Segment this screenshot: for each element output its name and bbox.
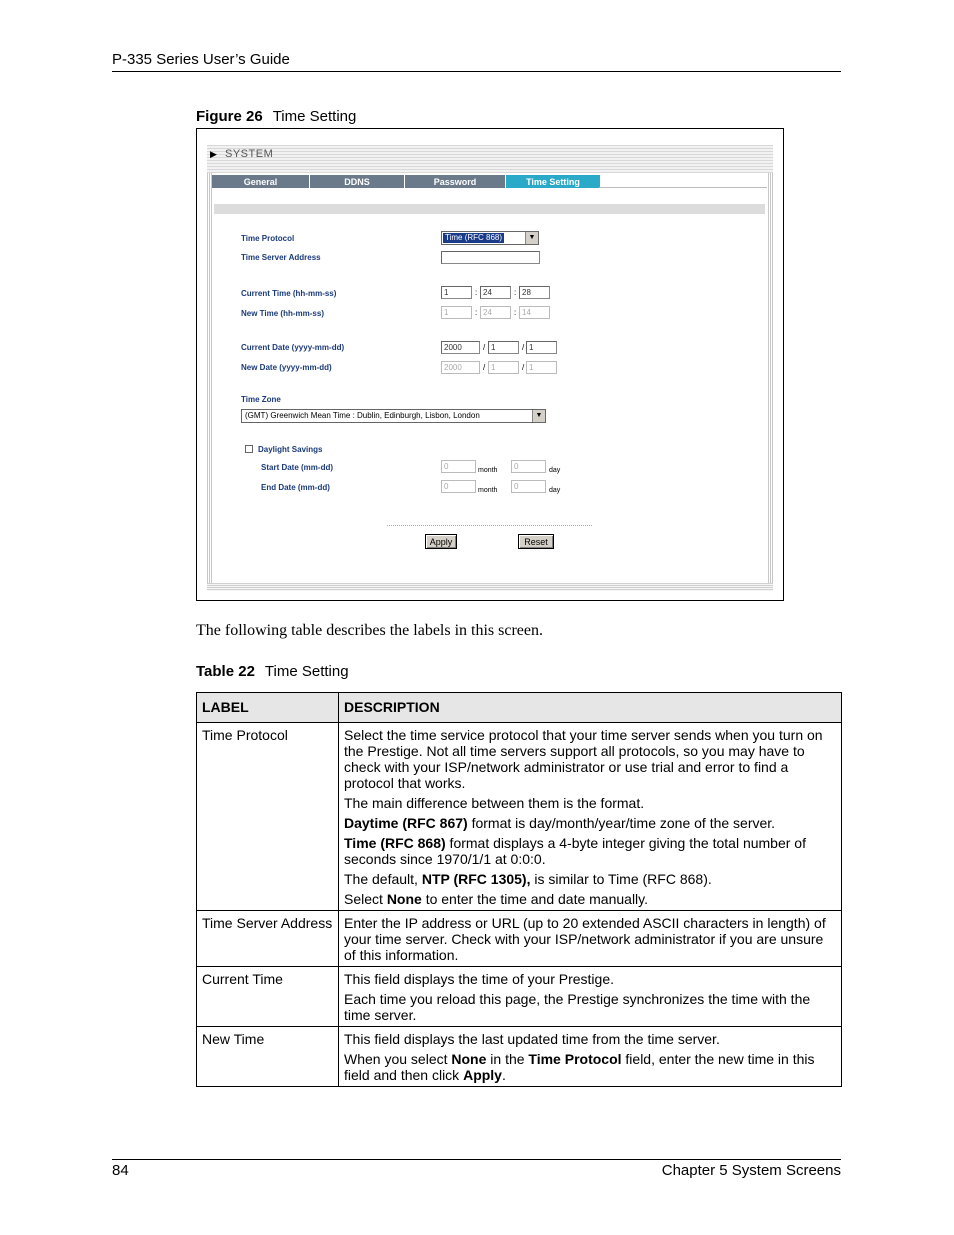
description-paragraph: The main difference between them is the format. <box>344 795 645 811</box>
time-zone-label: Time Zone <box>241 395 281 404</box>
description-paragraph: Daytime (RFC 867) format is day/month/year/time zone of the server. <box>344 815 776 831</box>
description-paragraph: Enter the IP address or URL (up to 20 extended ASCII characters in length) of your time server. Check with your ISP/network administrator if you are unsure of this information. <box>344 915 826 963</box>
row-label: New Time <box>197 1027 339 1087</box>
current-minute-field[interactable]: 24 <box>480 286 511 299</box>
day-unit: day <box>549 467 561 474</box>
date-separator: / <box>483 363 486 372</box>
table-header-row <box>197 693 842 723</box>
row-description <box>339 967 842 1027</box>
time-separator: : <box>514 308 517 317</box>
tab-general[interactable]: General <box>212 175 310 188</box>
reset-button[interactable]: Reset <box>518 534 554 549</box>
month-unit: month <box>478 487 498 494</box>
time-zone-select[interactable] <box>241 409 546 423</box>
table-row <box>197 911 842 967</box>
figure-title: Time Setting <box>272 108 357 125</box>
current-hour-field[interactable]: 1 <box>441 286 472 299</box>
time-protocol-label: Time Protocol <box>241 234 295 243</box>
current-month-field[interactable]: 1 <box>488 341 519 354</box>
date-separator: / <box>522 363 525 372</box>
arrow-right-icon: ▶ <box>210 149 217 159</box>
start-date-label: Start Date (mm-dd) <box>261 463 334 472</box>
system-title-bar <box>207 145 773 173</box>
time-server-label: Time Server Address <box>241 253 321 262</box>
new-date-label: New Date (yyyy-mm-dd) <box>241 363 332 372</box>
chapter-title: Chapter 5 System Screens <box>661 1162 841 1179</box>
description-paragraph: The default, NTP (RFC 1305), is similar to Time (RFC 868). <box>344 871 712 887</box>
tab-underline <box>599 187 767 188</box>
figure-number: Figure 26 <box>196 108 263 125</box>
description-paragraph: Select the time service protocol that your time server sends when you turn on the Prestige. Not all time servers support all protocols, so you may have to check with your ISP/network administrator or use trial and error to find a protocol that works. <box>344 727 823 791</box>
table-title: Time Setting <box>264 663 349 680</box>
new-year-field[interactable]: 2000 <box>441 361 480 374</box>
new-time-label: New Time (hh-mm-ss) <box>241 309 324 318</box>
new-second-field[interactable]: 14 <box>519 306 550 319</box>
tab-time-setting[interactable]: Time Setting <box>506 175 601 188</box>
left-border <box>207 173 212 591</box>
time-separator: : <box>475 288 478 297</box>
apply-button[interactable]: Apply <box>425 534 457 549</box>
tab-bar <box>212 175 601 188</box>
figure-frame <box>196 128 784 601</box>
description-paragraph: Select None to enter the time and date manually. <box>344 891 649 907</box>
dotted-divider <box>387 525 592 526</box>
description-paragraph: When you select None in the Time Protocol field, enter the new time in this field and then click Apply. <box>344 1051 815 1083</box>
table-number: Table 22 <box>196 663 255 680</box>
time-protocol-value: Time (RFC 868) <box>445 233 503 242</box>
section-title: SYSTEM <box>225 148 274 160</box>
start-month-field[interactable]: 0 <box>441 460 476 473</box>
time-separator: : <box>514 288 517 297</box>
day-unit: day <box>549 487 561 494</box>
daylight-savings-checkbox[interactable] <box>245 445 253 453</box>
table-row <box>197 967 842 1027</box>
end-month-field[interactable]: 0 <box>441 480 476 493</box>
figure-caption <box>196 108 356 125</box>
intro-paragraph: The following table describes the labels in this screen. <box>196 622 544 639</box>
current-date-label: Current Date (yyyy-mm-dd) <box>241 343 345 352</box>
row-description <box>339 1027 842 1087</box>
footer-rule <box>112 1159 841 1160</box>
date-separator: / <box>483 343 486 352</box>
bottom-border <box>207 583 773 591</box>
current-day-field[interactable]: 1 <box>526 341 557 354</box>
start-day-field[interactable]: 0 <box>511 460 546 473</box>
chevron-down-icon[interactable]: ▼ <box>525 232 538 244</box>
column-header-description: DESCRIPTION <box>339 693 842 723</box>
table-row <box>197 723 842 911</box>
current-year-field[interactable]: 2000 <box>441 341 480 354</box>
table-caption <box>196 663 349 680</box>
row-description <box>339 723 842 911</box>
table-body <box>197 723 842 1087</box>
end-date-label: End Date (mm-dd) <box>261 483 330 492</box>
time-server-input[interactable] <box>441 251 540 264</box>
chevron-down-icon[interactable]: ▼ <box>532 410 545 422</box>
row-label: Current Time <box>197 967 339 1027</box>
header-rule <box>112 71 841 72</box>
description-paragraph: Time (RFC 868) format displays a 4-byte integer giving the total number of seconds since 1970/1/1 at 0:0:0. <box>344 835 806 867</box>
time-setting-screen <box>207 145 773 591</box>
content-header-band <box>214 204 765 214</box>
tab-ddns[interactable]: DDNS <box>310 175 405 188</box>
daylight-savings-label: Daylight Savings <box>258 445 323 454</box>
row-label: Time Server Address <box>197 911 339 967</box>
time-separator: : <box>475 308 478 317</box>
row-label: Time Protocol <box>197 723 339 911</box>
description-paragraph: This field displays the last updated time from the time server. <box>344 1031 720 1047</box>
current-second-field[interactable]: 28 <box>519 286 550 299</box>
column-header-label: LABEL <box>197 693 339 723</box>
tab-password[interactable]: Password <box>405 175 506 188</box>
time-zone-value: (GMT) Greenwich Mean Time : Dublin, Edinburgh, Lisbon, London <box>245 411 480 420</box>
date-separator: / <box>522 343 525 352</box>
row-description <box>339 911 842 967</box>
new-day-field[interactable]: 1 <box>526 361 557 374</box>
running-header: P-335 Series User’s Guide <box>112 51 290 68</box>
month-unit: month <box>478 467 498 474</box>
new-month-field[interactable]: 1 <box>488 361 519 374</box>
right-border <box>768 173 773 591</box>
new-minute-field[interactable]: 24 <box>480 306 511 319</box>
page-number: 84 <box>112 1162 129 1179</box>
current-time-label: Current Time (hh-mm-ss) <box>241 289 337 298</box>
new-hour-field[interactable]: 1 <box>441 306 472 319</box>
time-protocol-select[interactable] <box>441 231 539 245</box>
description-paragraph: This field displays the time of your Prestige. <box>344 971 615 987</box>
end-day-field[interactable]: 0 <box>511 480 546 493</box>
description-paragraph: Each time you reload this page, the Prestige synchronizes the time with the time server. <box>344 991 811 1023</box>
table-row <box>197 1027 842 1087</box>
label-description-table <box>196 692 842 1087</box>
